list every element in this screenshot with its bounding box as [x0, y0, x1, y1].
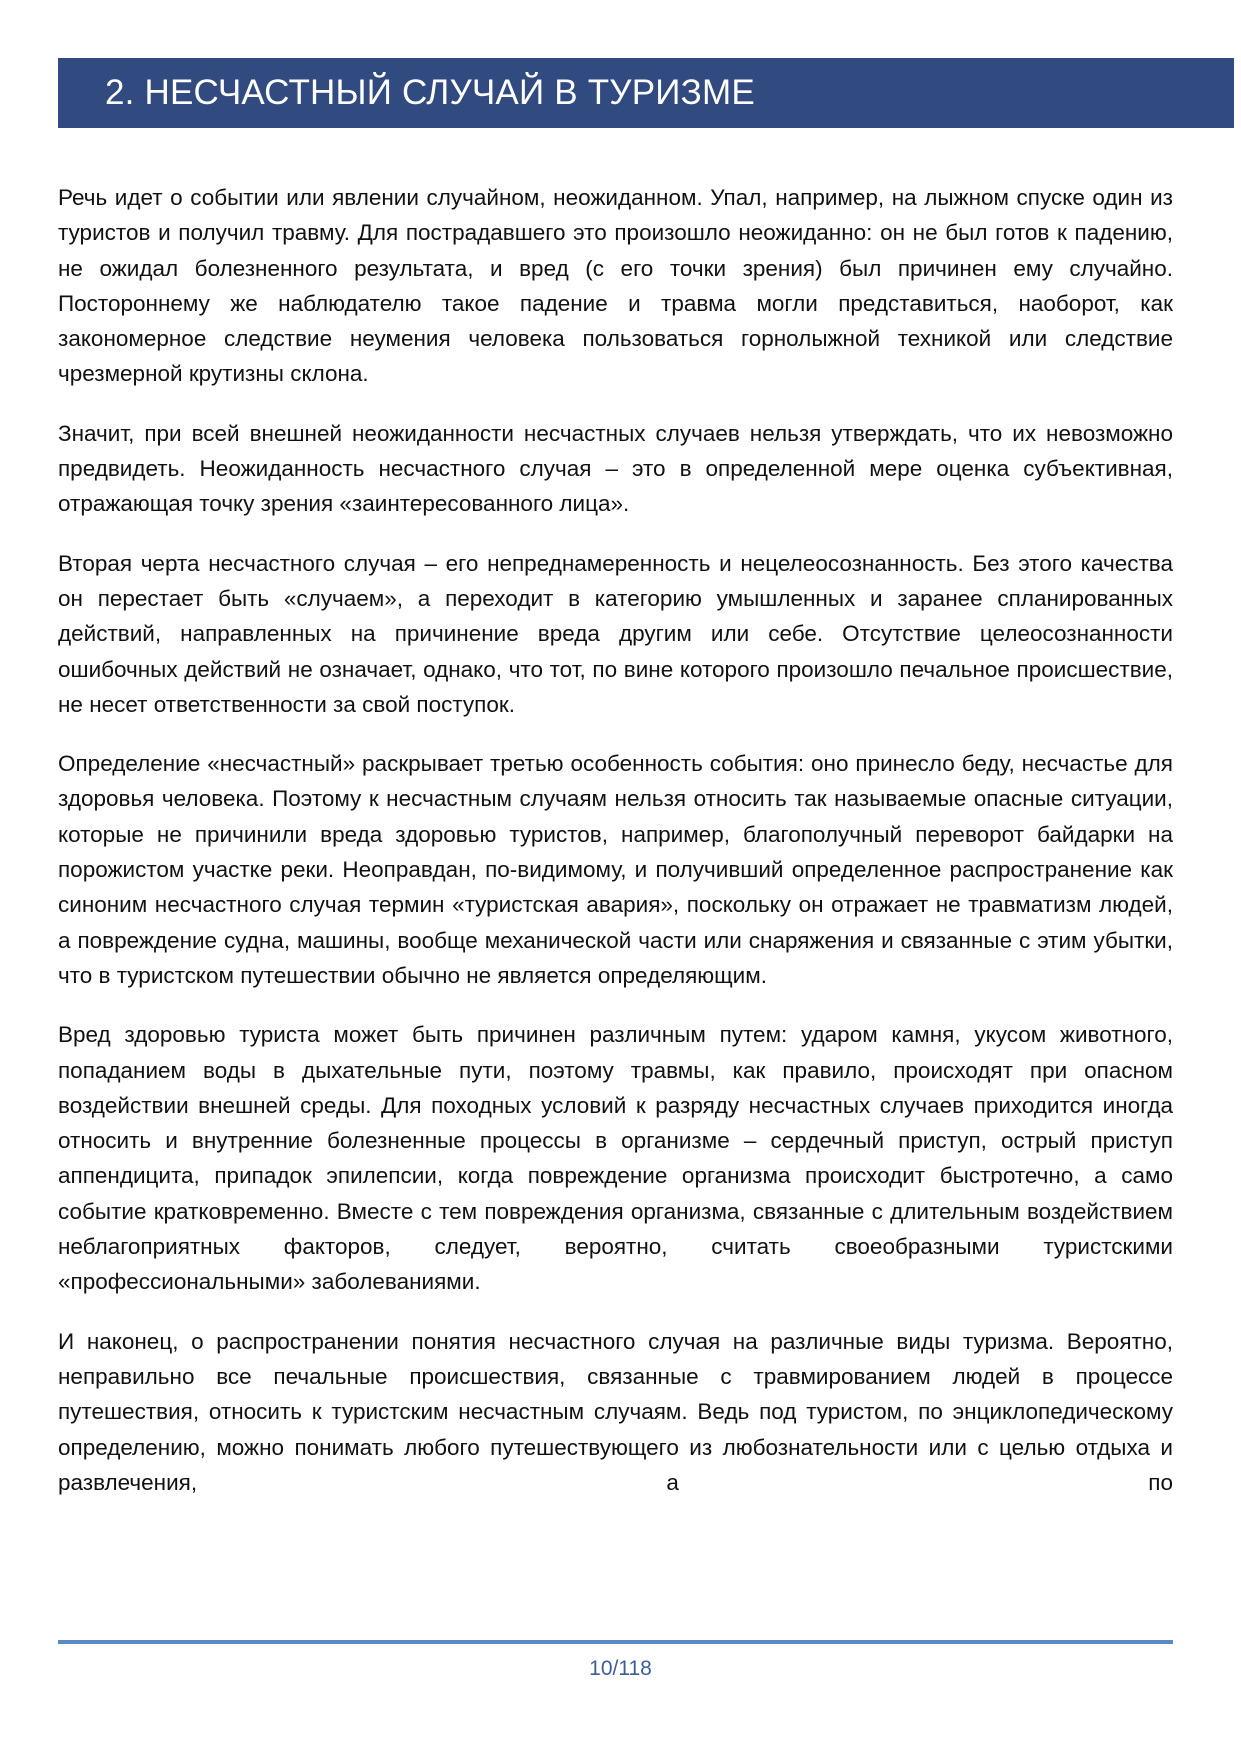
- body-text: [58, 180, 1173, 1524]
- paragraph-5: Вред здоровью туриста может быть причинен различным путем: ударом камня, укусом животного, попаданием воды в дыхательные пути, поэтому травмы, как правило, происходят при опасном воздействии внешней среды. Для походных условий к разряду несчастных случаев приходится иногда относить и внутренние болезненные процессы в организме – сердечный приступ, острый приступ аппендицита, припадок эпилепсии, когда повреждение организма происходит быстротечно, а само событие кратковременно. Вместе с тем повреждения организма, связанные с длительным воздействием неблагоприятных факторов, следует, вероятно, считать своеобразными туристскими «профессиональными» заболеваниями.: [58, 1022, 1173, 1295]
- paragraph-4: Определение «несчастный» раскрывает третью особенность события: оно принесло беду, несчастье для здоровья человека. Поэтому к несчастным случаям нельзя относить так называемые опасные ситуации, которые не причинили вреда здоровью туристов, например, благополучный переворот байдарки на порожистом участке реки. Неоправдан, по-видимому, и получивший определенное распространение как синоним несчастного случая термин «туристская авария», поскольку он отражает не травматизм людей, а повреждение судна, машины, вообще механической части или снаряжения и связанные с этим убытки, что в туристском путешествии обычно не является определяющим.: [58, 751, 1173, 988]
- section-title: 2. НЕСЧАСТНЫЙ СЛУЧАЙ В ТУРИЗМЕ: [105, 73, 755, 112]
- page-number: 10/118: [589, 1657, 652, 1680]
- paragraph-2: Значит, при всей внешней неожиданности несчастных случаев нельзя утверждать, что их невозможно предвидеть. Неожиданность несчастного случая – это в определенной мере оценка субъективная, отражающая точку зрения «заинтересованного лица».: [58, 420, 1173, 517]
- paragraph-3: Вторая черта несчастного случая – его непреднамеренность и нецелеосознанность. Без этого качества он перестает быть «случаем», а переходит в категорию умышленных и заранее спланированных действий, направленных на причинение вреда другим или себе. Отсутствие целеосознанности ошибочных действий не означает, однако, что тот, по вине которого произошло печальное происшествие, не несет ответственности за свой поступок.: [58, 550, 1173, 717]
- footer-divider: [58, 1640, 1173, 1644]
- section-title-bar: [58, 58, 1234, 128]
- paragraph-6: И наконец, о распространении понятия несчастного случая на различные виды туризма. Вероятно, неправильно все печальные происшествия, связанные с травмированием людей в процессе путешествия, относить к туристским несчастным случаям. Ведь под туристом, по энциклопедическому определению, можно понимать любого путешествующего из любознательности или с целью отдыха и развлечения, а по: [58, 1328, 1173, 1495]
- paragraph-1: Речь идет о событии или явлении случайном, неожиданном. Упал, например, на лыжном спуске один из туристов и получил травму. Для пострадавшего это произошло неожиданно: он не был готов к падению, не ожидал болезненного результата, и вред (с его точки зрения) был причинен ему случайно. Постороннему же наблюдателю такое падение и травма могли представиться, наоборот, как закономерное следствие неумения человека пользоваться горнолыжной техникой или следствие чрезмерной крутизны склона.: [58, 185, 1173, 387]
